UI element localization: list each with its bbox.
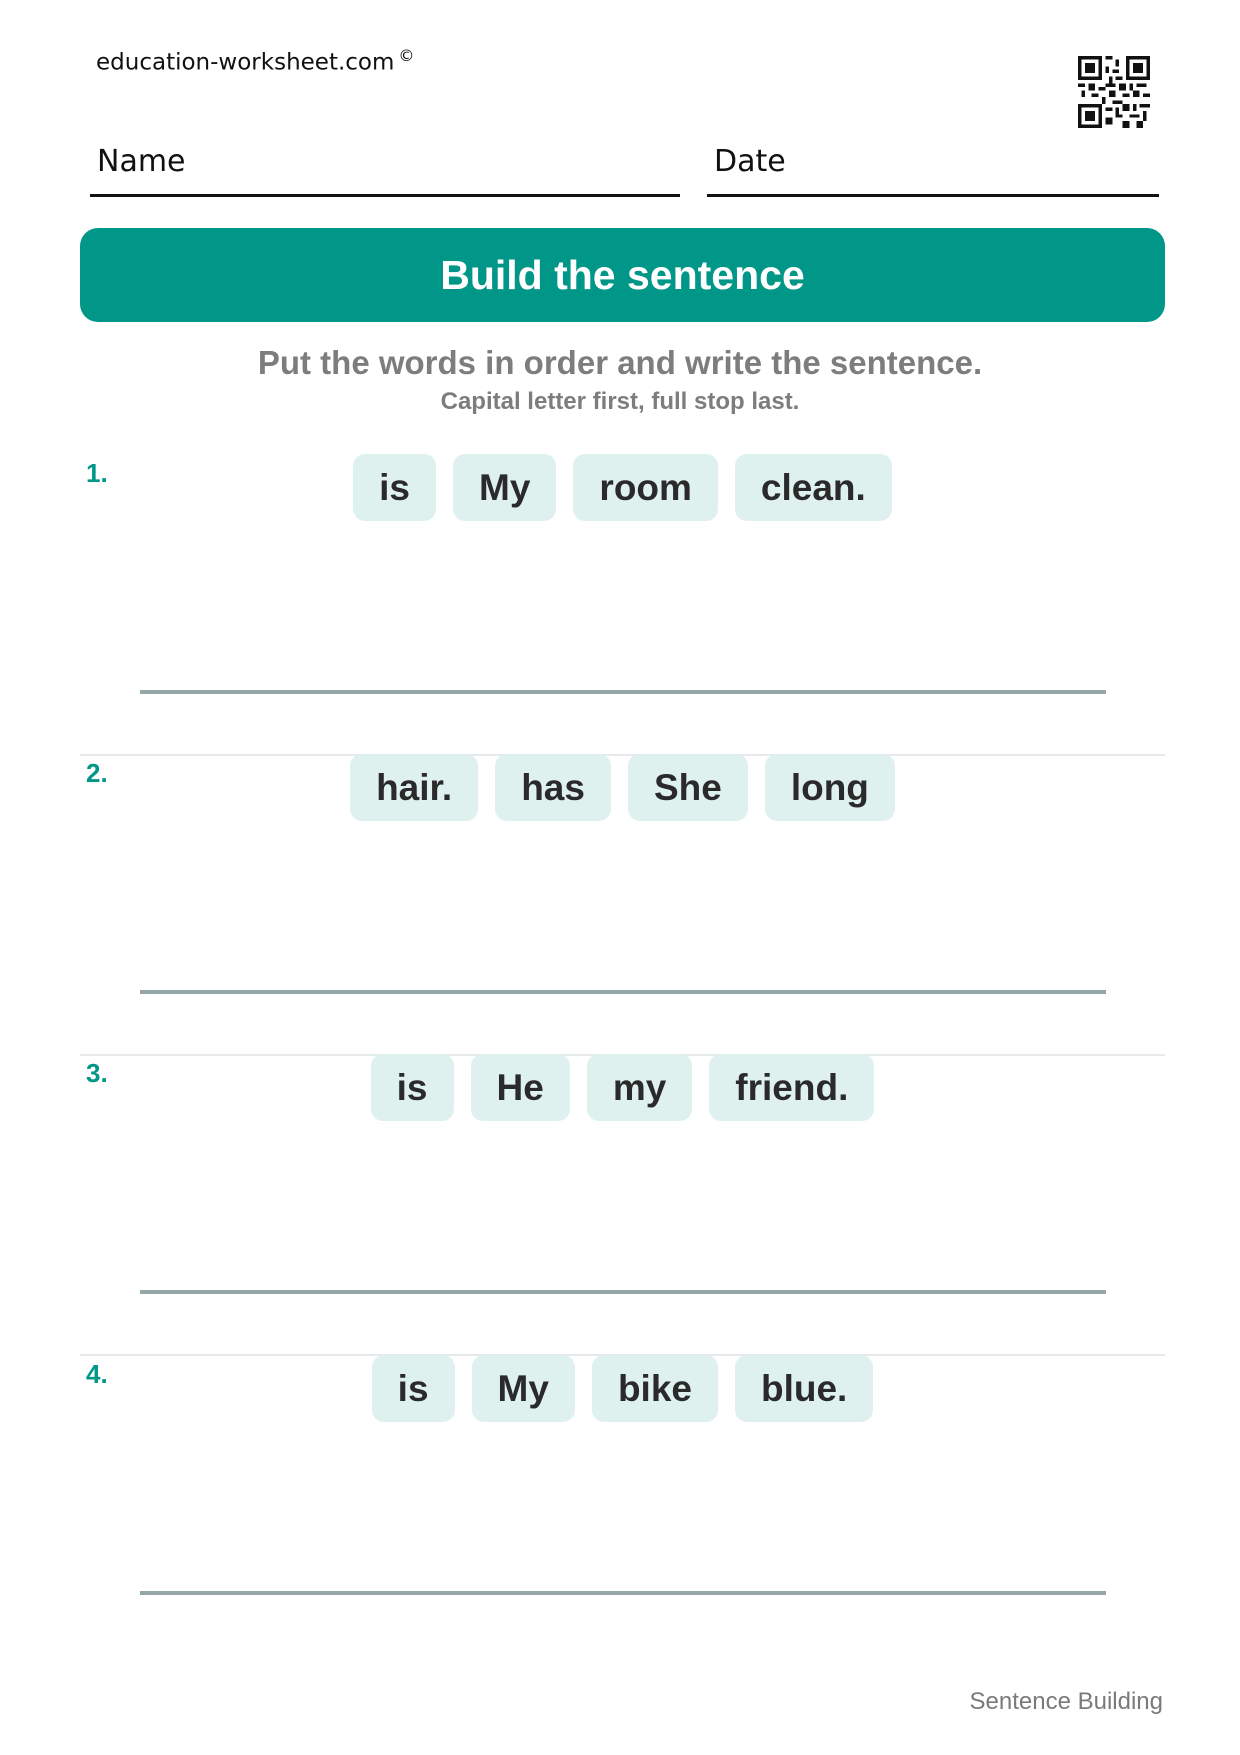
word-tile: clean. [735,454,892,521]
instructions-main: Put the words in order and write the sentence. [257,344,983,381]
question-1 [80,454,1165,756]
question-2 [80,754,1165,1056]
question-4 [80,1355,1165,1655]
answer-line[interactable] [140,1591,1106,1595]
copyright-mark: © [398,46,415,65]
word-tile: My [472,1355,575,1422]
answer-line[interactable] [140,1290,1106,1294]
answer-line[interactable] [140,690,1106,694]
question-number: 3. [86,1058,108,1088]
worksheet-title-banner [80,228,1165,322]
answer-line[interactable] [140,990,1106,994]
word-bank [80,1054,1165,1122]
word-bank [80,454,1165,522]
word-tile: My [453,454,556,521]
site-name: education-worksheet.com [96,49,395,76]
word-tile: friend. [709,1054,874,1121]
word-tile: room [573,454,718,521]
word-tile: bike [592,1355,718,1422]
question-number: 4. [86,1359,108,1389]
word-tile: is [371,1054,454,1121]
date-field[interactable] [707,140,1159,197]
site-watermark [96,46,414,76]
word-tile: He [471,1054,570,1121]
word-bank [80,754,1165,822]
question-3 [80,1054,1165,1356]
qr-code-icon [1078,56,1150,128]
date-label: Date [714,144,786,179]
word-tile: has [495,754,611,821]
word-tile: my [587,1054,692,1121]
name-label: Name [97,144,186,179]
question-number: 2. [86,758,108,788]
word-tile: long [765,754,895,821]
word-tile: blue. [735,1355,873,1422]
word-bank [80,1355,1165,1423]
footer-label: Sentence Building [969,1688,1163,1715]
word-tile: She [628,754,748,821]
instructions-sub: Capital letter first, full stop last. [440,388,800,415]
word-tile: is [353,454,436,521]
word-tile: is [372,1355,455,1422]
worksheet-title: Build the sentence [440,251,805,298]
question-number: 1. [86,458,108,488]
word-tile: hair. [350,754,478,821]
name-field[interactable] [90,140,680,197]
